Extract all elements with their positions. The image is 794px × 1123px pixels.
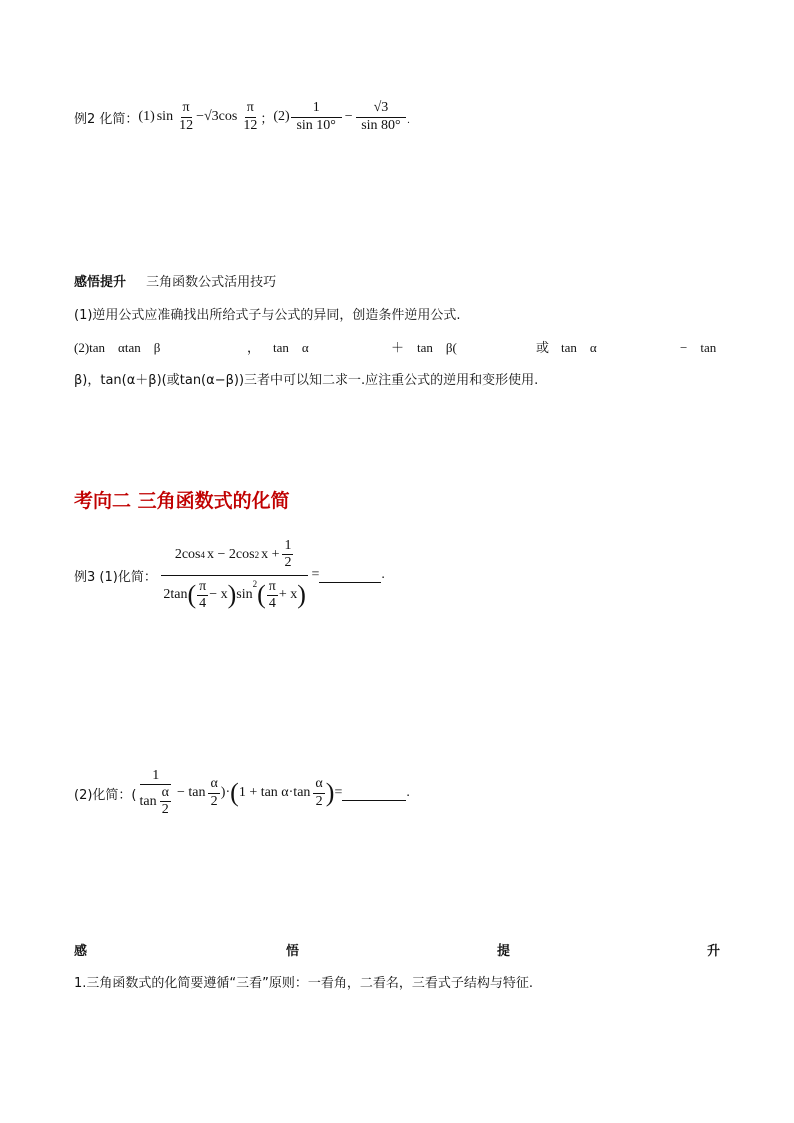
two: 2: [315, 793, 323, 809]
insight-1-item-2-d: ＋ tan β(: [391, 340, 457, 355]
num-x-minus-2cos: x − 2cos: [207, 546, 255, 562]
big-denominator: [161, 576, 308, 612]
alpha-over-2: [313, 776, 324, 809]
twelve: 12: [179, 117, 194, 133]
right-paren: ): [297, 580, 306, 610]
example-3-part-1: [74, 528, 385, 622]
half-den: 2: [284, 555, 292, 571]
four: 4: [199, 595, 207, 611]
half-fraction: [282, 538, 293, 571]
sqrt3: √3: [203, 109, 219, 124]
pi-over-4-a: [197, 579, 208, 612]
den-tan-half: [138, 785, 174, 818]
pi-symbol: π: [245, 100, 256, 117]
insight-1-item-2-c: tan α: [273, 340, 309, 355]
paren-dot: )·: [220, 785, 231, 800]
big-fraction: [161, 538, 309, 611]
fraction-pi-12-b: [241, 100, 259, 133]
left-paren: (: [230, 778, 239, 807]
numerator-one: 1: [291, 100, 342, 117]
right-paren: ): [325, 778, 335, 807]
section-2-title: 考向二 三角函数式的化简: [74, 490, 290, 512]
minus-sign: −: [344, 109, 353, 124]
period: .: [407, 115, 410, 126]
period: .: [406, 785, 410, 800]
insight-1-heading-line: [74, 271, 276, 290]
num-2cos: 2cos: [174, 546, 201, 562]
pi-symbol: π: [267, 579, 278, 596]
insight-topic: 三角函数公式活用技巧: [146, 275, 277, 290]
fraction-sqrt3-sin80: [356, 100, 407, 133]
insight-2-char-3: 提: [497, 944, 511, 959]
period: .: [381, 567, 385, 582]
pi-symbol: π: [181, 100, 192, 117]
example-3-part-2: [74, 758, 410, 828]
insight-1-item-2-b: ，: [247, 340, 261, 355]
left-paren: (: [257, 580, 266, 610]
dot: ·: [225, 785, 231, 800]
insight-1-item-2-f: tan α: [561, 340, 597, 355]
part-2-label: (2): [273, 109, 290, 124]
example-3-part-2-label: (2)化简：(: [74, 787, 137, 803]
den-2tan: 2tan: [163, 587, 188, 603]
insight-2-char-1: 感: [74, 944, 88, 959]
cos-fn: cos: [218, 109, 238, 124]
part-1-label: (1): [138, 109, 155, 124]
fraction-1-sin10: [291, 100, 342, 133]
alpha: α: [313, 776, 324, 793]
insight-1-item-2-a: (2)tan αtan β: [74, 340, 161, 355]
alpha: α: [160, 785, 171, 802]
twelve: 12: [243, 117, 258, 133]
numerator-sqrt3: √3: [356, 100, 407, 117]
minus-tan: − tan: [176, 785, 206, 800]
insight-2-char-4: 升: [707, 944, 721, 959]
sin-fn: sin: [156, 109, 174, 124]
minus-sign: −: [196, 109, 204, 124]
minus-x: − x: [209, 587, 228, 603]
exp-2: 2: [254, 549, 260, 560]
two: 2: [161, 802, 169, 818]
pi-symbol: π: [197, 579, 208, 596]
half-num: 1: [282, 538, 293, 555]
equals-sign: =: [311, 567, 320, 582]
insight-1-item-1: (1)逆用公式应准确找出所给式子与公式的异同，创造条件逆用公式.: [74, 308, 461, 323]
alpha-over-2: [208, 776, 219, 809]
equals-sign: =: [334, 785, 343, 800]
den-sin: sin: [236, 587, 253, 603]
plus-x: + x: [278, 587, 298, 603]
insight-2-item-1: 1.三角函数式的化简要遵循“三看”原则：一看角，二看名，三看式子结构与特征.: [74, 976, 534, 991]
example-2-line: [74, 96, 410, 138]
one-over-tan-half: [138, 768, 174, 818]
exp-4: 4: [200, 549, 205, 560]
four: 4: [268, 595, 276, 611]
answer-blank: [319, 568, 381, 583]
insight-1-item-2-line-3: β)，tan(α＋β)(或tan(α−β))三者中可以知二求一.应注重公式的逆用和变形使用.: [74, 373, 539, 388]
example-2-label: 例2 化简：: [74, 111, 139, 127]
two: 2: [210, 793, 218, 809]
one-plus-tan: 1 + tan α·tan: [238, 785, 311, 800]
num-x-plus: x +: [261, 546, 280, 562]
left-paren: (: [187, 580, 197, 610]
alpha-over-2: [160, 785, 171, 818]
denominator-sin80: sin 80°: [361, 117, 401, 133]
example-3-label: 例3 (1)化简：: [74, 569, 157, 585]
pi-over-4-b: [267, 579, 278, 612]
tan-fn: tan: [139, 793, 157, 809]
separator: ；: [260, 111, 274, 127]
insight-heading: 感悟提升: [74, 275, 127, 290]
insight-1-item-2-e: 或: [536, 341, 550, 356]
denominator-sin10: sin 10°: [296, 117, 336, 133]
alpha: α: [208, 776, 219, 793]
big-numerator: [161, 538, 309, 575]
fraction-pi-12-a: [177, 100, 195, 133]
exp-2: 2: [252, 578, 258, 589]
numerator-one: 1: [140, 768, 171, 785]
insight-2-char-2: 悟: [286, 944, 300, 959]
answer-blank: [342, 786, 406, 801]
insight-1-item-2-g: − tan: [680, 340, 717, 355]
right-paren: ): [227, 580, 237, 610]
